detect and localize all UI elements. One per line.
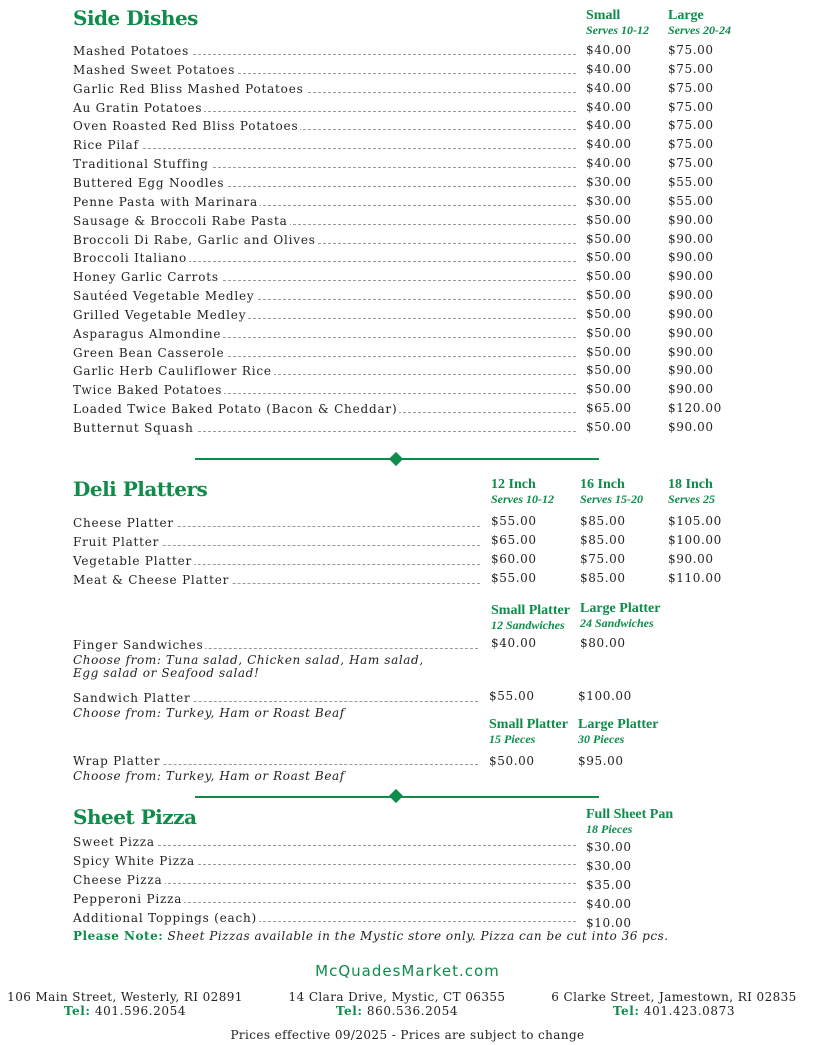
column-head: Full Sheet Pan: [586, 807, 674, 822]
price: $90.00: [668, 325, 714, 340]
menu-row: [73, 573, 480, 592]
deli-platters-title: Deli Platters: [73, 477, 208, 501]
website-link[interactable]: McQuadesMarket.com: [315, 962, 500, 980]
item-name: Finger Sandwiches: [73, 638, 204, 652]
pizza-column-header: [586, 808, 673, 836]
price: $50.00: [586, 269, 632, 284]
price: $75.00: [668, 80, 714, 95]
price: $30.00: [586, 859, 632, 873]
menu-row: [73, 82, 576, 101]
price: $40.00: [586, 156, 632, 171]
item-note: Choose from: Tuna salad, Chicken salad, Ham salad,: [73, 653, 424, 667]
price: $40.00: [491, 636, 537, 650]
note-text: Sheet Pizzas available in the Mystic store only. Pizza can be cut into 36 pcs.: [167, 929, 669, 943]
price: $90.00: [668, 363, 714, 378]
item-name: Green Bean Casserole: [73, 345, 225, 360]
price: $75.00: [580, 552, 626, 566]
menu-row: [73, 327, 576, 346]
menu-row: [73, 402, 576, 421]
menu-row: [73, 176, 576, 195]
price: $60.00: [491, 552, 537, 566]
wrap-large-header: [578, 718, 658, 746]
column-head: Small Platter: [489, 717, 568, 732]
item-name: Broccoli Italiano: [73, 251, 188, 266]
price: $100.00: [668, 533, 722, 547]
tel-number: 401.423.0873: [643, 1004, 736, 1018]
price: $90.00: [668, 552, 714, 566]
address-jamestown: 6 Clarke Street, Jamestown, RI 02835: [551, 990, 797, 1004]
column-sub: Serves 15-20: [580, 492, 643, 506]
price: $50.00: [586, 306, 632, 321]
item-name: Cheese Pizza: [73, 873, 163, 887]
menu-row: [73, 44, 576, 63]
price: $50.00: [586, 363, 632, 378]
tel-jamestown: [545, 1004, 803, 1018]
item-name: Loaded Twice Baked Potato (Bacon & Cheddar): [73, 402, 398, 417]
sandwich-small-header: [491, 604, 570, 632]
price: $100.00: [578, 689, 632, 703]
item-name: Oven Roasted Red Bliss Potatoes: [73, 119, 299, 134]
menu-row: [73, 516, 480, 535]
item-name: Honey Garlic Carrots: [73, 270, 219, 285]
price: $55.00: [668, 174, 714, 189]
price: $40.00: [586, 99, 632, 114]
price: $85.00: [580, 571, 626, 585]
item-name: Cheese Platter: [73, 516, 174, 530]
column-head: 12 Inch: [491, 477, 536, 492]
item-name: Additional Toppings (each): [73, 911, 258, 925]
price: $50.00: [586, 382, 632, 397]
price: $90.00: [668, 231, 714, 246]
price: $40.00: [586, 43, 632, 57]
prices-effective-note: Prices effective 09/2025 - Prices are subject to change: [230, 1028, 585, 1042]
price: $90.00: [668, 288, 714, 303]
price: $55.00: [491, 514, 537, 528]
item-name: Buttered Egg Noodles: [73, 175, 225, 190]
sandwich-large-header: [580, 602, 660, 630]
item-name: Wrap Platter: [73, 754, 161, 768]
menu-row: [73, 421, 576, 440]
column-head: Large Platter: [578, 717, 659, 732]
tel-number: 860.536.2054: [366, 1004, 459, 1018]
menu-row: [73, 554, 480, 573]
column-sub: Serves 20-24: [668, 23, 731, 37]
price: $90.00: [668, 269, 714, 284]
price: $90.00: [668, 212, 714, 227]
price: $95.00: [578, 754, 624, 768]
item-name: Asparagus Almondine: [73, 326, 222, 341]
item-name: Rice Pilaf: [73, 138, 139, 153]
column-head: 18 Inch: [668, 477, 713, 492]
menu-row: [73, 63, 576, 82]
menu-row: [73, 214, 576, 233]
price: $85.00: [580, 533, 626, 547]
item-name: Sausage & Broccoli Rabe Pasta: [73, 213, 288, 228]
price: $10.00: [586, 916, 632, 930]
price: $40.00: [586, 80, 632, 95]
item-name: Fruit Platter: [73, 535, 160, 549]
menu-row: [73, 854, 576, 873]
menu-row: [73, 873, 576, 892]
price: $65.00: [586, 401, 632, 416]
item-name: Butternut Squash: [73, 421, 194, 435]
item-name: Meat & Cheese Platter: [73, 573, 230, 587]
item-name: Sautéed Vegetable Medley: [73, 289, 255, 304]
side-dishes-title: Side Dishes: [73, 6, 198, 30]
item-name: Twice Baked Potatoes: [73, 383, 223, 398]
price: $90.00: [668, 250, 714, 265]
price: $40.00: [586, 118, 632, 133]
note-label: Please Note:: [73, 929, 164, 943]
pizza-note: [73, 929, 669, 943]
tel-label: Tel:: [612, 1004, 640, 1018]
item-name: Sweet Pizza: [73, 835, 155, 849]
price: $50.00: [489, 754, 535, 768]
price: $75.00: [668, 43, 714, 57]
item-name: Vegetable Platter: [73, 554, 193, 568]
menu-row: [73, 157, 576, 176]
address-mystic: 14 Clara Drive, Mystic, CT 06355: [288, 990, 506, 1004]
menu-row: [73, 289, 576, 308]
price: $30.00: [586, 840, 632, 854]
price: $50.00: [586, 250, 632, 265]
divider-diamond-icon: [389, 789, 403, 803]
price: $55.00: [489, 689, 535, 703]
tel-westerly: [0, 1004, 250, 1018]
menu-row: [73, 535, 480, 554]
column-sub: 12 Sandwiches: [491, 618, 565, 632]
menu-row: [73, 911, 576, 930]
menu-row: [73, 270, 576, 289]
price: $75.00: [668, 118, 714, 133]
item-name: Sandwich Platter: [73, 691, 191, 705]
price: $90.00: [668, 344, 714, 359]
price: $30.00: [586, 193, 632, 208]
item-name: Mashed Sweet Potatoes: [73, 62, 236, 77]
column-sub: Serves 25: [668, 492, 715, 506]
column-sub: Serves 10-12: [586, 23, 649, 37]
price: $75.00: [668, 137, 714, 152]
item-note: Choose from: Turkey, Ham or Roast Beaf: [73, 706, 345, 720]
price: $85.00: [580, 514, 626, 528]
price: $90.00: [668, 306, 714, 321]
item-note: Choose from: Turkey, Ham or Roast Beaf: [73, 769, 345, 783]
price: $80.00: [580, 636, 626, 650]
price: $50.00: [586, 288, 632, 303]
item-name: Penne Pasta with Marinara: [73, 194, 258, 209]
price: $30.00: [586, 174, 632, 189]
tel-number: 401.596.2054: [94, 1004, 187, 1018]
price: $120.00: [668, 401, 722, 416]
address-westerly: 106 Main Street, Westerly, RI 02891: [7, 990, 243, 1004]
deli-16-header: [580, 478, 643, 506]
item-name: Spicy White Pizza: [73, 854, 196, 868]
menu-row: [73, 101, 576, 120]
side-large-header: [668, 9, 731, 37]
price: $90.00: [668, 420, 714, 434]
tel-label: Tel:: [63, 1004, 91, 1018]
deli-12-header: [491, 478, 554, 506]
item-name: Mashed Potatoes: [73, 44, 190, 58]
column-sub: 15 Pieces: [489, 732, 536, 746]
price: $40.00: [586, 137, 632, 152]
deli-18-header: [668, 478, 715, 506]
price: $55.00: [491, 571, 537, 585]
menu-row: [73, 383, 576, 402]
menu-row: [73, 308, 576, 327]
item-name: Grilled Vegetable Medley: [73, 307, 247, 322]
column-head: 16 Inch: [580, 477, 625, 492]
divider-diamond-icon: [389, 452, 403, 466]
side-small-header: [586, 9, 649, 37]
price: $50.00: [586, 231, 632, 246]
price: $50.00: [586, 420, 632, 434]
menu-row: [73, 346, 576, 365]
item-name: Garlic Red Bliss Mashed Potatoes: [73, 81, 304, 96]
column-sub: Serves 10-12: [491, 492, 554, 506]
item-name: Pepperoni Pizza: [73, 892, 183, 906]
column-head: Large: [668, 8, 704, 23]
price: $55.00: [668, 193, 714, 208]
column-head: Large Platter: [580, 601, 661, 616]
menu-row: [73, 138, 576, 157]
item-name: Au Gratin Potatoes: [73, 100, 203, 115]
price: $50.00: [586, 212, 632, 227]
price: $50.00: [586, 344, 632, 359]
menu-row: [73, 892, 576, 911]
menu-row: [73, 364, 576, 383]
menu-row: [73, 119, 576, 138]
column-head: Small: [586, 8, 621, 23]
price: $40.00: [586, 897, 632, 911]
tel-mystic: [272, 1004, 522, 1018]
price: $65.00: [491, 533, 537, 547]
column-sub: 30 Pieces: [578, 732, 625, 746]
price: $35.00: [586, 878, 632, 892]
price: $110.00: [668, 571, 722, 585]
price: $75.00: [668, 99, 714, 114]
price: $75.00: [668, 61, 714, 76]
column-head: Small Platter: [491, 603, 570, 618]
sheet-pizza-title: Sheet Pizza: [73, 805, 197, 829]
price: $90.00: [668, 382, 714, 397]
menu-row: [73, 233, 576, 252]
price: $40.00: [586, 61, 632, 76]
wrap-small-header: [489, 718, 568, 746]
leader-dots: [73, 148, 576, 149]
tel-label: Tel:: [335, 1004, 363, 1018]
item-name: Broccoli Di Rabe, Garlic and Olives: [73, 232, 316, 247]
item-name: Traditional Stuffing: [73, 157, 209, 172]
column-sub: 24 Sandwiches: [580, 616, 654, 630]
menu-row: [73, 835, 576, 854]
item-note: Egg salad or Seafood salad!: [73, 666, 260, 680]
menu-row: [73, 195, 576, 214]
price: $105.00: [668, 514, 722, 528]
price: $75.00: [668, 156, 714, 171]
price: $50.00: [586, 325, 632, 340]
column-sub: 18 Pieces: [586, 822, 633, 836]
item-name: Garlic Herb Cauliflower Rice: [73, 364, 272, 379]
menu-row: [73, 251, 576, 270]
